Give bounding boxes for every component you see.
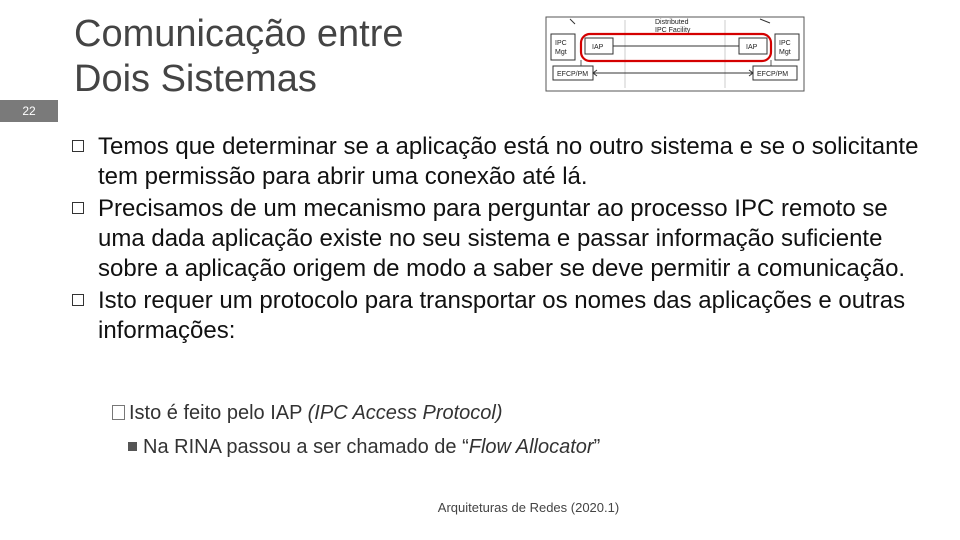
dif-header-line2: IPC Facility [655,27,691,34]
right-iap-label: IAP [746,44,758,51]
square-bullet-icon [72,202,84,214]
left-iap-label: IAP [592,44,604,51]
ipc-diagram [545,16,805,92]
svg-text:IPC: IPC [555,40,567,47]
right-efcp-label: EFCP/PM [757,71,789,78]
bullet-list [68,132,938,348]
box-bullet-icon [112,405,125,420]
left-efcp-label: EFCP/PM [557,71,589,78]
title-line-1: Comunicação entre [74,13,404,55]
footer: Arquiteturas de Redes (2020.1) [437,500,620,515]
square-bullet-icon [72,140,84,152]
dif-header-line1: Distributed [655,19,689,26]
svg-text:IPC: IPC [779,40,791,47]
square-bullet-icon [72,294,84,306]
bullet-item: Isto requer um protocolo para transportar os nomes das aplicações e outras informações: [68,286,938,346]
svg-text:Mgt: Mgt [779,49,791,56]
slide-title [74,12,404,102]
right-ipc-mgt-box [775,34,799,60]
title-line-2: Dois Sistemas [74,58,317,100]
svg-text:Mgt: Mgt [555,49,567,56]
slide-number: 22 [22,104,36,118]
filled-square-bullet-icon [128,442,137,451]
bullet-item: Temos que determinar se a aplicação está no outro sistema e se o solicitante tem permissão para abrir uma conexão até lá. [68,132,938,192]
left-ipc-mgt-box [551,34,575,60]
sub-bullet: Isto é feito pelo IAP (IPC Access Protocol) [112,400,503,426]
bullet-item: Precisamos de um mecanismo para perguntar ao processo IPC remoto se uma dada aplicação existe no seu sistema e passar informação suficiente sobre a aplicação origem de modo a saber se deve permitir a comunicação. [68,194,938,284]
sub-sub-bullet: Na RINA passou a ser chamado de “Flow Allocator” [128,434,600,460]
